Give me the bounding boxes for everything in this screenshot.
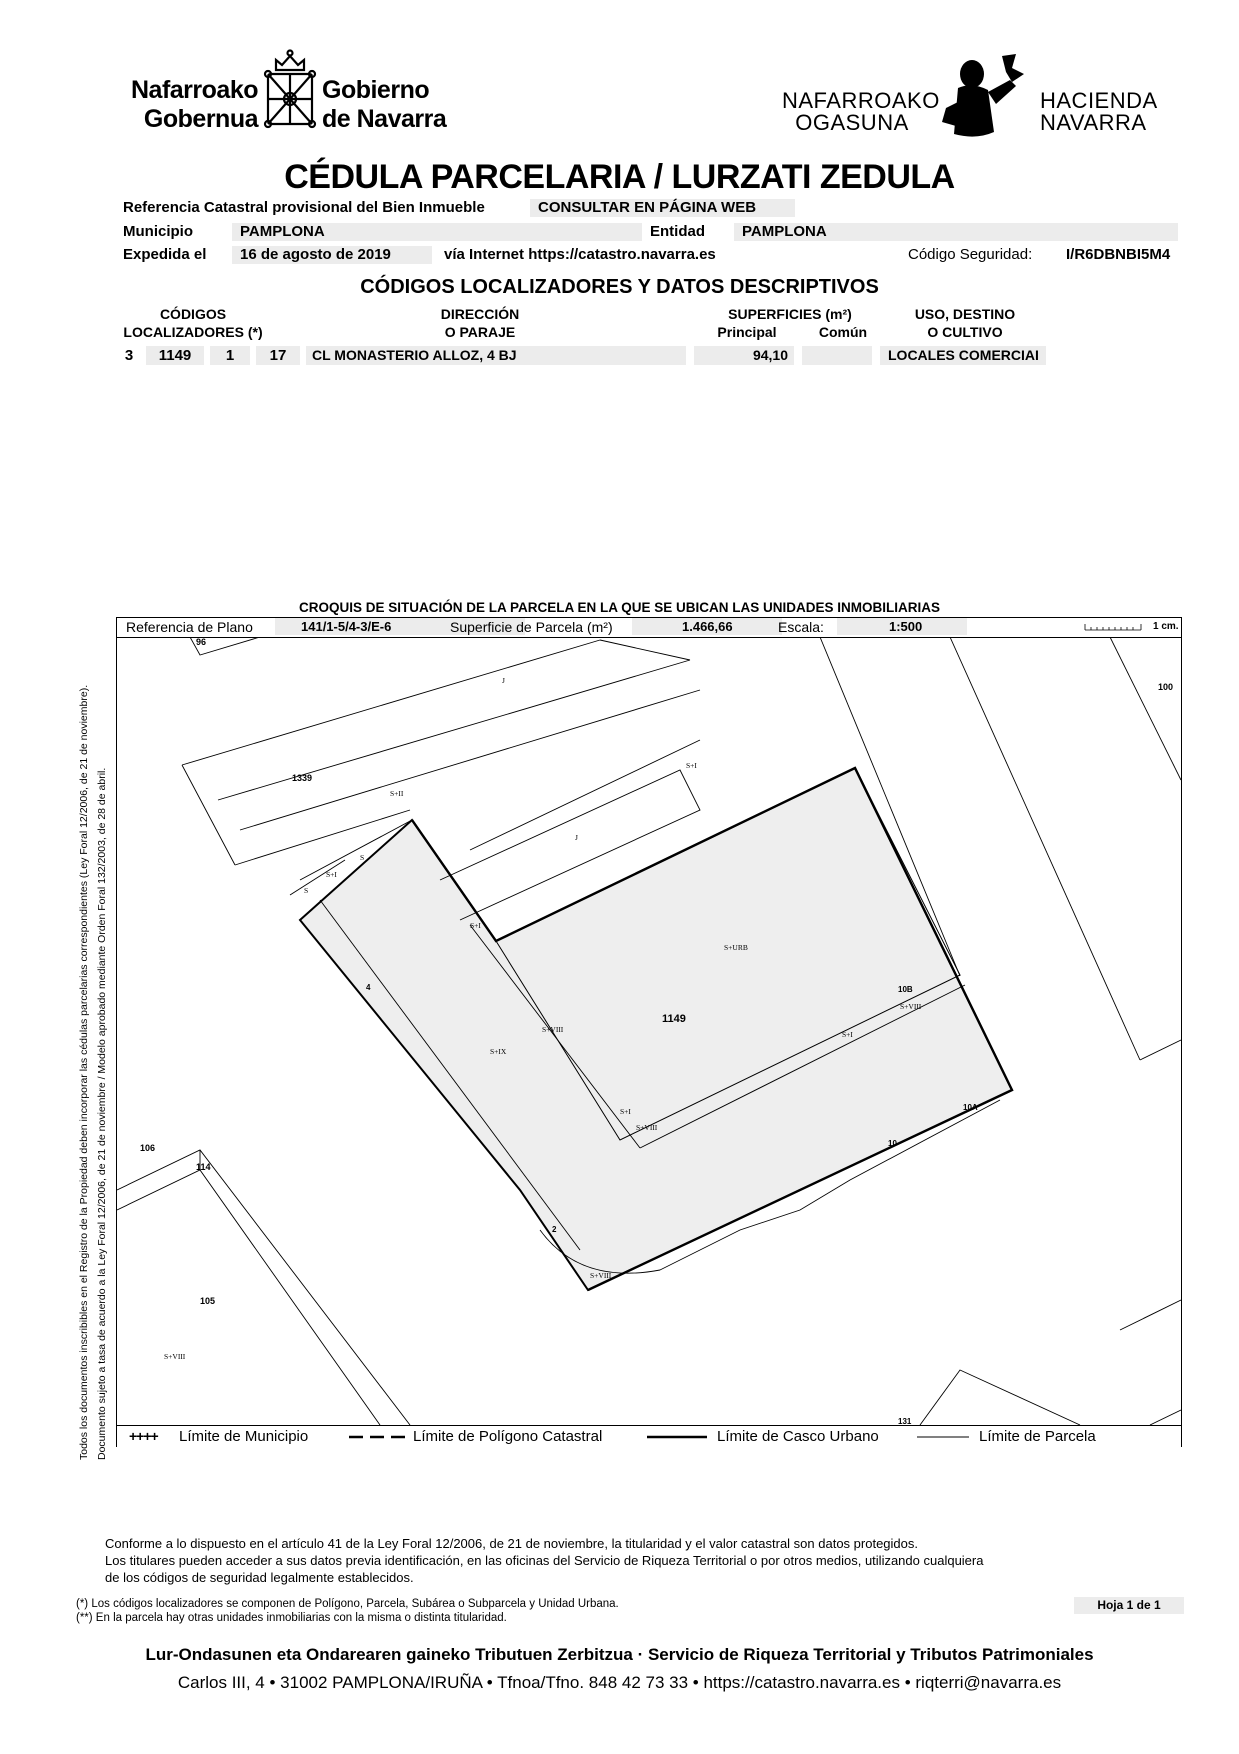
uso-value: LOCALES COMERCIAI	[880, 346, 1046, 365]
page-title: CÉDULA PARCELARIA / LURZATI ZEDULA	[284, 158, 955, 196]
gov-right-line1: Gobierno	[322, 76, 430, 104]
legend-poligono: Límite de Polígono Catastral	[413, 1428, 603, 1445]
croquis-title: CROQUIS DE SITUACIÓN DE LA PARCELA EN LA QUE SE UBICAN LAS UNIDADES INMOBILIARIAS	[298, 600, 941, 615]
col-direccion-header	[400, 305, 560, 341]
label-SVIII3: S+VIII	[636, 1123, 658, 1132]
ref-plano-value: 141/1-5/4-3/E-6	[275, 618, 525, 635]
footnotes	[76, 1597, 619, 1625]
col-sup-line1: SUPERFICIES (m²)	[728, 306, 852, 322]
label-1149: 1149	[662, 1013, 686, 1025]
codigo-parcela: 1149	[146, 346, 204, 365]
label-SVIII1: S+VIII	[542, 1025, 564, 1034]
label-10B: 10B	[898, 985, 913, 994]
label-SI5: S+I	[620, 1107, 631, 1116]
col-comun-header: Común	[818, 324, 868, 340]
codigo-poligono: 3	[124, 347, 134, 364]
footnote-a: (*) Los códigos localizadores se componen de Polígono, Parcela, Subárea o Subparcela y Unidad Urbana.	[76, 1598, 619, 1610]
footer-contact: Carlos III, 4 • 31002 PAMPLONA/IRUÑA • Tfnoa/Tfno. 848 42 73 33 • https://catastro.navarra.es • riqterri@navarra.es	[177, 1673, 1062, 1692]
legend-casco-line-icon	[647, 1435, 707, 1439]
ref-plano-label: Referencia de Plano	[126, 619, 253, 635]
label-SVIII2: S+VIII	[900, 1002, 922, 1011]
entidad-value: PAMPLONA	[734, 223, 1178, 241]
col-uso-line2: O CULTIVO	[927, 324, 1003, 340]
gobierno-navarra-logo	[118, 76, 468, 136]
label-S2: S	[360, 853, 365, 862]
label-SII: S+II	[390, 789, 404, 798]
label-SVIII4: S+VIII	[590, 1271, 612, 1280]
legend-municipio: Límite de Municipio	[179, 1428, 309, 1445]
codigo-seguridad-label: Código Seguridad:	[908, 246, 1033, 263]
escala-value: 1:500	[837, 618, 967, 635]
hac-left-line1: NAFARROAKO	[782, 88, 940, 113]
label-131: 131	[898, 1417, 912, 1425]
gov-left-line2: Gobernua	[143, 105, 258, 133]
hac-left-line2: OGASUNA	[795, 110, 909, 135]
label-SVIII5: S+VIII	[164, 1352, 186, 1361]
side-legal-text-2: Documento sujeto a tasa de acuerdo a la Ley Foral 12/2006, de 21 de noviembre / Modelo aprobado mediante Orden Foral 132/2003, de 28 de abril.	[96, 767, 108, 1460]
hacienda-navarra-logo	[782, 52, 1162, 142]
label-SURB: S+URB	[724, 943, 748, 952]
col-superficies-header	[700, 305, 880, 323]
scale-bar-icon	[1083, 622, 1143, 632]
codigo-seguridad-value: I/R6DBNBI5M4	[1066, 246, 1171, 263]
label-10A: 10A	[963, 1103, 978, 1112]
legend-casco: Límite de Casco Urbano	[717, 1428, 879, 1445]
col-codigos-line1: CÓDIGOS	[159, 306, 227, 322]
superficie-principal-value: 94,10	[694, 346, 794, 365]
gov-left-line1: Nafarroako	[131, 76, 258, 104]
label-SIX: S+IX	[490, 1047, 507, 1056]
page-number: Hoja 1 de 1	[1074, 1597, 1184, 1614]
notes-line2: Los titulares pueden acceder a sus datos previa identificación, en las oficinas del Servicio de Riqueza Territorial o por otros medios, utilizando cualquiera	[105, 1553, 984, 1568]
descriptivos-subtitle: CÓDIGOS LOCALIZADORES Y DATOS DESCRIPTIVOS	[360, 276, 879, 298]
label-105: 105	[200, 1296, 216, 1306]
footnote-b: (**) En la parcela hay otras unidades inmobiliarias con la misma o distinta titularidad.	[76, 1612, 507, 1624]
col-uso-header	[890, 305, 1040, 341]
hac-right-text	[1040, 90, 1170, 134]
col-dir-line2: O PARAJE	[444, 324, 516, 340]
codigo-subarea: 1	[210, 346, 250, 365]
label-4: 4	[366, 983, 371, 992]
expedida-label: Expedida el	[123, 246, 207, 263]
label-10: 10	[888, 1139, 897, 1148]
label-96: 96	[196, 637, 207, 647]
label-2: 2	[552, 1225, 557, 1234]
side-legal-text-1: Todos los documentos inscribibles en el Registro de la Propiedad deben incorporar las cédulas parcelarias correspondientes (Ley Foral 12/2006, de 21 de noviembre).	[78, 684, 90, 1460]
gov-left-text	[118, 76, 258, 134]
label-J1: J	[502, 676, 505, 685]
escala-label: Escala:	[778, 619, 824, 635]
expedida-value: 16 de agosto de 2019	[232, 246, 432, 264]
col-codigos-header	[118, 305, 268, 341]
label-SI1: S+I	[686, 761, 697, 770]
label-SI4: S+I	[842, 1030, 853, 1039]
legal-notes	[105, 1535, 983, 1586]
map-legend	[117, 1425, 1181, 1447]
label-100: 100	[1158, 682, 1174, 692]
label-J2: J	[575, 833, 578, 842]
label-S1: S	[304, 886, 309, 895]
label-106: 106	[140, 1143, 156, 1153]
hacienda-figure-icon	[932, 52, 1036, 144]
superficie-parcela-value: 1.466,66	[632, 618, 782, 635]
entidad-label: Entidad	[650, 223, 705, 240]
gov-right-line2: de Navarra	[322, 105, 447, 133]
legend-parcela: Límite de Parcela	[979, 1428, 1096, 1445]
superficie-comun-value	[802, 346, 872, 365]
legend-municipio-symbol: ++++	[129, 1428, 158, 1444]
label-1339: 1339	[292, 773, 313, 783]
col-principal-header: Principal	[717, 324, 777, 340]
legend-poligono-line-icon	[349, 1435, 405, 1439]
municipio-label: Municipio	[123, 223, 193, 240]
hac-right-line1: HACIENDA	[1040, 88, 1158, 113]
label-SI3: S+I	[470, 921, 481, 930]
municipio-value: PAMPLONA	[232, 223, 642, 241]
superficie-parcela-label: Superficie de Parcela (m²)	[450, 619, 613, 635]
navarra-chains-crest-icon	[262, 48, 318, 136]
gov-right-text	[322, 76, 492, 134]
ref-catastral-label: Referencia Catastral provisional del Bien Inmueble	[123, 199, 485, 216]
direccion-value: CL MONASTERIO ALLOZ, 4 BJ	[306, 346, 686, 365]
legend-parcela-line-icon	[917, 1435, 969, 1439]
col-uso-line1: USO, DESTINO	[914, 306, 1016, 322]
croquis-info-bar	[117, 618, 1181, 638]
ref-catastral-value: CONSULTAR EN PÁGINA WEB	[530, 199, 795, 217]
col-codigos-line2: LOCALIZADORES (*)	[123, 324, 263, 340]
hac-left-text	[782, 88, 940, 135]
notes-line3: de los códigos de seguridad legalmente establecidos.	[105, 1570, 414, 1585]
codigo-unidad: 17	[256, 346, 300, 365]
via-internet-text: vía Internet https://catastro.navarra.es	[444, 246, 716, 263]
col-dir-line1: DIRECCIÓN	[440, 306, 520, 322]
label-SI2: S+I	[326, 870, 337, 879]
label-114: 114	[196, 1162, 211, 1172]
scale-bar-label: 1 cm.	[1153, 621, 1179, 632]
hac-right-line2: NAVARRA	[1040, 110, 1147, 135]
notes-line1: Conforme a lo dispuesto en el artículo 41 de la Ley Foral 12/2006, de 21 de noviembre, la titularidad y el valor catastral son datos protegidos.	[105, 1536, 918, 1551]
cadastral-sketch-map	[117, 637, 1181, 1425]
parcel-1149-shape	[300, 768, 1012, 1290]
footer-office: Lur-Ondasunen eta Ondarearen gaineko Tributuen Zerbitzua · Servicio de Riqueza Territorial y Tributos Patrimoniales	[145, 1645, 1094, 1664]
